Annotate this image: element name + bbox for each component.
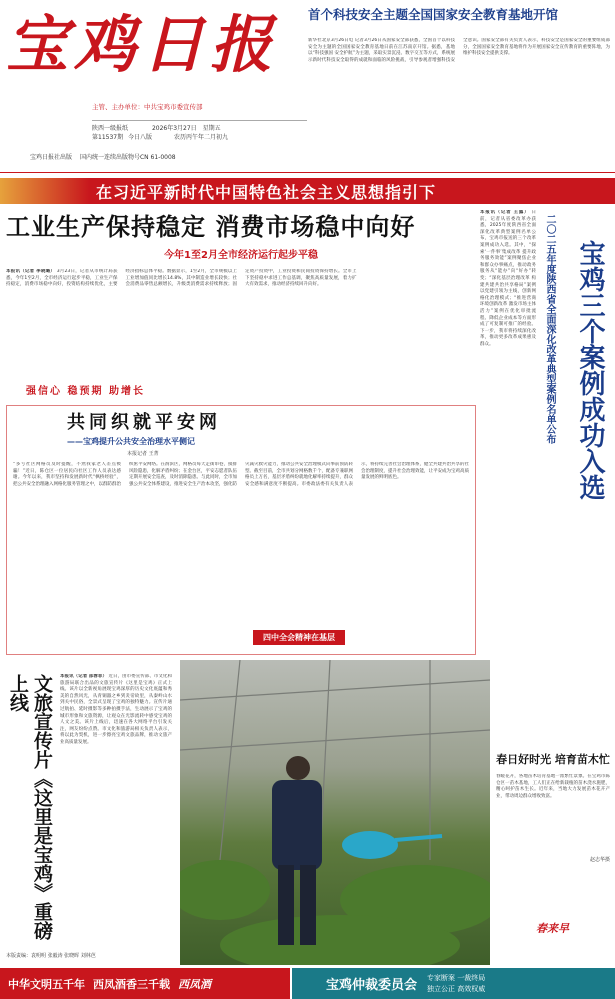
- feature-badge: 四中全会精神在基层: [253, 630, 345, 645]
- news-photo: [180, 660, 490, 965]
- publisher-line: [30, 152, 176, 161]
- ad-left-sub: 西凤酒香三千载: [93, 977, 170, 991]
- ad-left-brand: 西凤酒: [178, 977, 211, 991]
- issue-number: 第11537期: [92, 134, 124, 141]
- feature-subtitle: ——宝鸡提升公共安全治理水平侧记: [67, 437, 195, 446]
- issue-date: 2026年3月27日: [151, 125, 197, 132]
- lead-body: [6, 269, 476, 381]
- lunar-date: 农历丙午年二月初九: [173, 134, 228, 141]
- right-vertical-sub: 二〇二五年度陕西省全面深化改革典型案例名单公布: [544, 214, 555, 444]
- lead-article: [6, 210, 476, 400]
- photographer: 赵志华摄: [589, 857, 610, 863]
- right-text: 日前，记者从省委改革办获悉，2025年度陕西省全面深化改革典型案例名单公布，宝鸡市报送的三个改革案例成功入选。其中，“探索‘一件事’集成改革 提升政务服务效能”案例聚焦企业和群众办事痛点，推动政务服务从“能办”向“好办”转变；“深化基层治理改革 构建共建共治共享格局”案例以党建引领为主线，创新网格化治理模式；“推进营商环境创新改革 激发市场主体活力”案例在优化审批流程、降低企业成本等方面形成了可复制可推广的经验。下一步，我市将持续深化改革，推动更多改革成果惠及群众。: [480, 210, 536, 347]
- cn-code: 国内统一连续出版物号CN 61-0008: [79, 154, 176, 161]
- right-column: [480, 210, 612, 650]
- publisher-name: 宝鸡日报社出版: [30, 154, 73, 161]
- lead-title: 工业生产保持稳定 消费市场稳中向好: [6, 213, 416, 241]
- culture-text: 近日，由市委宣传部、市文化和旅游局联合出品的文旅宣传片《这里是宝鸡》正式上线。该片以全新视角展现宝鸡深厚的历史文化底蕴和秀美的自然风光，从青铜器之乡到炎帝故里，从秦岭山水到关中民俗，全景式呈现了宝鸡的独特魅力。宣传片通过航拍、延时摄影等多种拍摄手法，生动展示了宝鸡的城市形象和文旅资源，让观众在光影流转中感受宝鸡的人文之美。该片上线后，迅速在各大网络平台引发关注，网友纷纷点赞。市文化和旅游局相关负责人表示，将以此为契机，进一步擦亮宝鸡文旅品牌，推动文旅产业高质量发展。: [60, 674, 172, 745]
- masthead-info: [92, 120, 307, 142]
- feature-title: 共同织就平安网: [67, 412, 221, 433]
- photo-caption: 春暖花开，各地苗木培育基地一派繁忙景象。在宝鸡市陈仓区一苗木基地，工人们正在给新栽植的苗木浇水施肥，精心呵护苗木生长。近年来，当地大力发展苗木花卉产业，带动周边群众增收致富。: [496, 774, 610, 799]
- top-headline-title: 首个科技安全主题全国国家安全教育基地开馆: [308, 7, 559, 22]
- banner-text: 在习近平新时代中国特色社会主义思想指引下: [96, 182, 437, 202]
- culture-title: 文旅宣传片《这里是宝鸡》重磅上线: [7, 674, 53, 940]
- lead-subtitle: 今年1至2月全市经济运行起步平稳: [164, 250, 318, 261]
- feature-byline: 本报记者 王菁: [127, 451, 159, 457]
- ad-left-title: 中华文明五千年: [8, 977, 85, 991]
- ad-right-sub2: 独立公正 高效权威: [427, 984, 486, 993]
- right-vertical-title: 宝鸡三个案例成功入选: [575, 240, 605, 500]
- photo-caption-block: [496, 752, 610, 964]
- right-byline: 本报讯（记者 王露）: [480, 210, 530, 215]
- ad-xifeng: [0, 968, 290, 999]
- right-body: [480, 210, 536, 646]
- greenhouse-scene: [180, 660, 490, 965]
- lead-slogan: 强信心 稳预期 助增长: [26, 386, 145, 397]
- top-headline-text: 新华社北京3月26日电 记者3月26日从国家安全部获悉，全国首个以科技安全为主题的全国国家安全教育基地日前在江苏南京开馆。据悉，基地以“科技强国 安全护航”为主题，采取实景沉浸、数字交互等方式，系统展示新时代科技安全取得的成就和面临的风险挑战，引导参观者增强科技安全意识。国家安全部有关负责人表示，科技安全是国家安全的重要组成部分，全国国家安全教育基地将作为开展国家安全宣传教育的重要阵地，为维护科技安全提供支撑。: [308, 38, 610, 63]
- spring-tag: 春来早: [536, 922, 569, 935]
- feature-text: “多亏社区网格员及时提醒，不然我家老人差点被骗！”近日，陈仓区一位居民向社区工作人员表达感谢。今年以来，我市坚持和发展新时代“枫桥经验”，把公共安全治理融入网格化服务管理之中，以群防群治织密平安网络。在渭滨区，网格员每天走街串巷，摸排风险隐患，化解矛盾纠纷；在金台区，平安志愿者队伍定期开展安全巡查，及时消除隐患。与此同时，全市加强公共安全体系建设，推进安全生产治本攻坚，强化防灾减灾救灾能力，推动公共安全治理模式向事前预防转型。截至目前，全市共划分网格数千个，配备专兼职网格员上万名，基层矛盾纠纷就地化解率持续提升，群众安全感和满意度不断提高。市委政法委有关负责人表示，将持续完善社会治理体系，健全共建共治共享的社会治理制度，提升社会治理效能，让平安成为宝鸡高质量发展的鲜明底色。: [13, 462, 469, 487]
- cn-label: 陕西一级报纸: [92, 125, 129, 132]
- top-headline-block: [308, 6, 610, 166]
- ad-arbitration: [292, 968, 615, 999]
- watering-can: [342, 831, 442, 859]
- newspaper-logo: 宝鸡日报: [6, 8, 279, 81]
- masthead-divider: [0, 172, 615, 173]
- lead-byline: 本报讯（记者 李晓璐）: [6, 269, 56, 274]
- sponsor-line: 主管、主办单位：中共宝鸡市委宣传部: [92, 103, 203, 111]
- weekday: 星期五: [202, 125, 221, 132]
- page-editors: 本版责编：袁明明 张毅涛 张晓晖 刘林芭: [6, 953, 96, 959]
- photo-title: 春日好时光 培育苗木忙: [496, 753, 610, 766]
- banner-ribbon: [0, 178, 90, 204]
- ad-right-sub1: 专家断案 一裁终局: [427, 973, 486, 982]
- lead-text: 3月23日，记者从市统计局获悉，今年1至2月，全市经济运行起步平稳，工业生产保持稳定，消费市场稳中向好，投资结构持续优化，主要经济指标总体平稳。数据显示，1至2月，全市规模以上工业增加值同比增长14.8%，其中制造业增长较快；社会消费品零售总额增长，升级类消费需求持续释放；固定资产投资中，工业投资和民间投资保持增长。全市上下坚持稳中求进工作总基调，聚焦高质量发展，着力扩大有效需求，推动经济持续回升向好。: [6, 269, 357, 288]
- feature-article: [6, 405, 476, 655]
- masthead: [6, 4, 306, 174]
- culture-article: [6, 660, 174, 965]
- theme-banner: [0, 178, 615, 204]
- culture-byline: 本报讯（记者 邵蓉菲）: [60, 674, 107, 679]
- worker-figure: [272, 756, 322, 945]
- ad-right-title: 宝鸡仲裁委员会: [326, 978, 418, 993]
- culture-body: [60, 674, 172, 946]
- page-count: 今日八版: [128, 134, 153, 141]
